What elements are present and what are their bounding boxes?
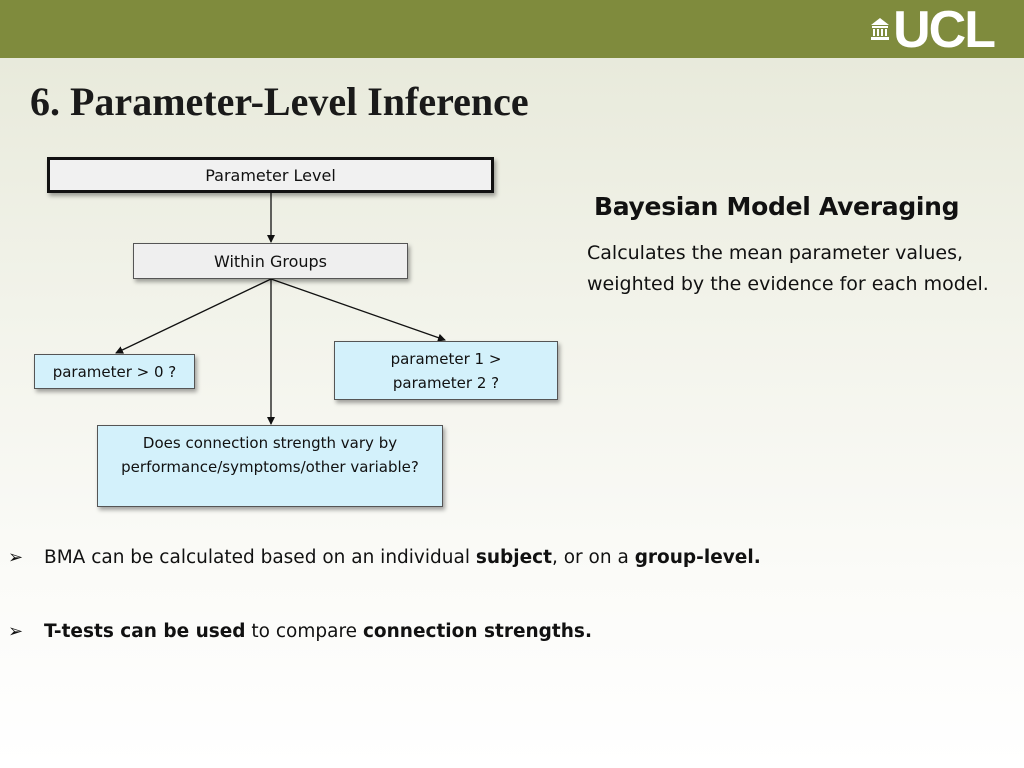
logo-text: UCL xyxy=(893,1,994,59)
bma-description xyxy=(587,238,1022,300)
slide-title: 6. Parameter-Level Inference xyxy=(30,79,529,124)
bullet-ttests-text: T-tests can be used to compare connection strengths. xyxy=(44,621,592,642)
node-parameter-gt-zero-label: parameter > 0 ? xyxy=(52,362,177,381)
node-parameter-compare xyxy=(334,341,558,400)
node-connection-strength xyxy=(97,425,443,507)
bullet-bma-text: BMA can be calculated based on an individual subject, or on a group-level. xyxy=(44,547,761,568)
bullet-bma xyxy=(8,547,761,568)
node-parameter-level-label: Parameter Level xyxy=(205,165,336,185)
bma-description-line2: weighted by the evidence for each model. xyxy=(587,273,989,295)
arrow-bullet-icon: ➢ xyxy=(8,621,24,642)
arrow-middle-to-left xyxy=(116,279,271,353)
node-parameter-level xyxy=(47,157,494,193)
node-connection-strength-line1: Does connection strength vary by xyxy=(142,434,398,452)
arrow-middle-to-right xyxy=(271,279,445,340)
node-parameter-gt-zero xyxy=(34,354,195,389)
bullet-ttests xyxy=(8,621,592,642)
node-parameter-compare-line1: parameter 1 > xyxy=(390,349,502,368)
node-connection-strength-line2: performance/symptoms/other variable? xyxy=(121,458,419,476)
bma-description-line1: Calculates the mean parameter values, xyxy=(587,242,964,264)
node-within-groups-label: Within Groups xyxy=(213,251,328,271)
arrow-bullet-icon: ➢ xyxy=(8,547,24,568)
bma-heading: Bayesian Model Averaging xyxy=(594,192,960,221)
node-within-groups xyxy=(133,243,408,279)
node-parameter-compare-line2: parameter 2 ? xyxy=(392,373,500,392)
